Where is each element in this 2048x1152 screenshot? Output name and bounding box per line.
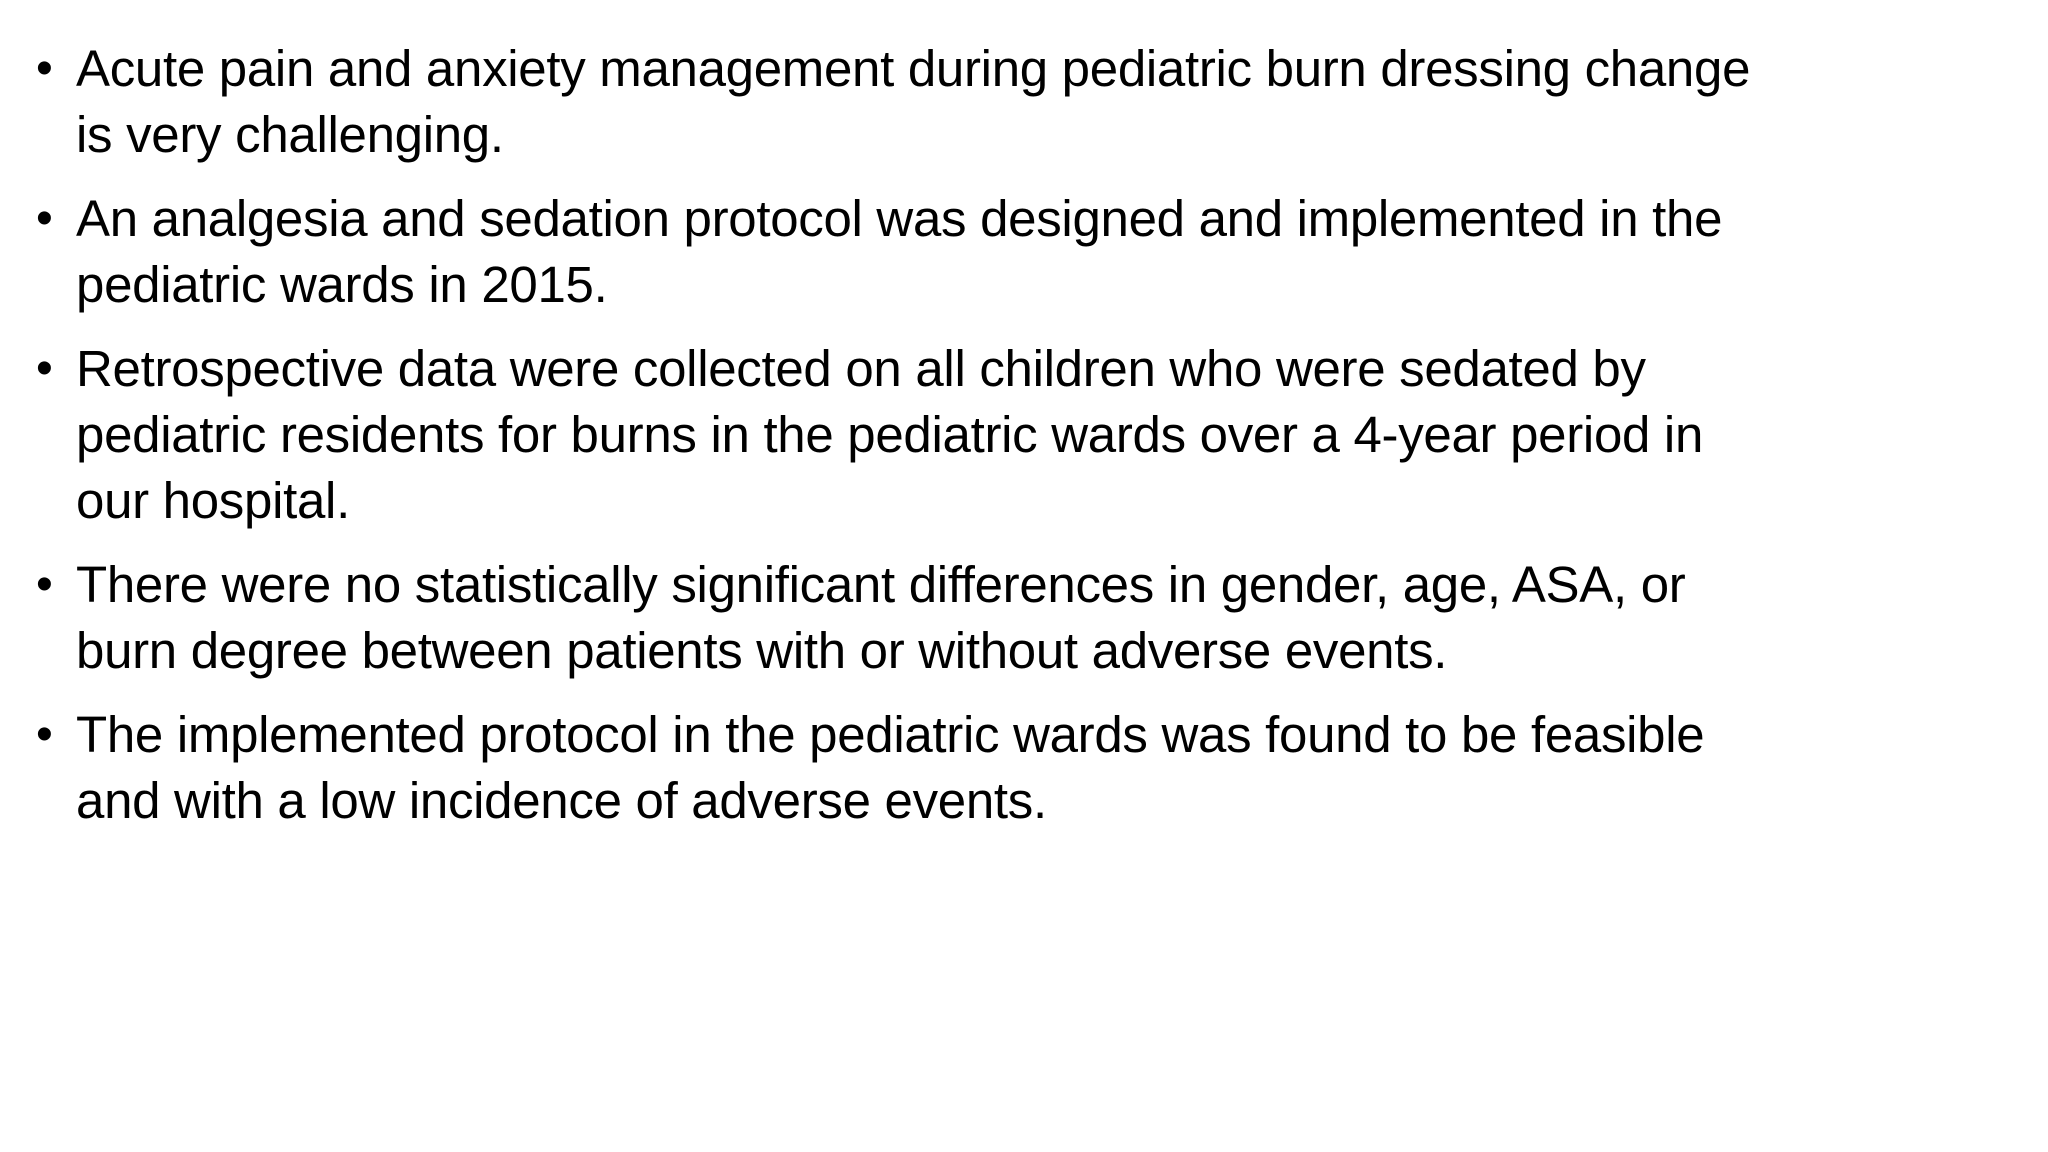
bullet-item: [36, 702, 1966, 834]
bullet-text: Retrospective data were collected on all children who were sedated by pediatric residents for burns in the pediatric wards over a 4-year period in our hospital.: [76, 340, 1704, 529]
bullet-item: [36, 552, 1966, 684]
bullet-dot-icon: •: [36, 192, 53, 245]
bullet-text: There were no statistically significant differences in gender, age, ASA, or burn degree between patients with or without adverse events.: [76, 556, 1686, 679]
bullet-item: [36, 336, 1966, 534]
bullet-item: [36, 36, 1966, 168]
bullet-text: An analgesia and sedation protocol was designed and implemented in the pediatric wards in 2015.: [76, 190, 1723, 313]
bullet-dot-icon: •: [36, 42, 53, 95]
bullet-dot-icon: •: [36, 342, 53, 395]
bullet-dot-icon: •: [36, 558, 53, 611]
bullet-dot-icon: •: [36, 708, 53, 761]
bullet-list: [36, 36, 1966, 852]
bullet-text: The implemented protocol in the pediatric wards was found to be feasible and with a low incidence of adverse events.: [76, 706, 1705, 829]
bullet-item: [36, 186, 1966, 318]
bullet-text: Acute pain and anxiety management during pediatric burn dressing change is very challenging.: [76, 40, 1751, 163]
